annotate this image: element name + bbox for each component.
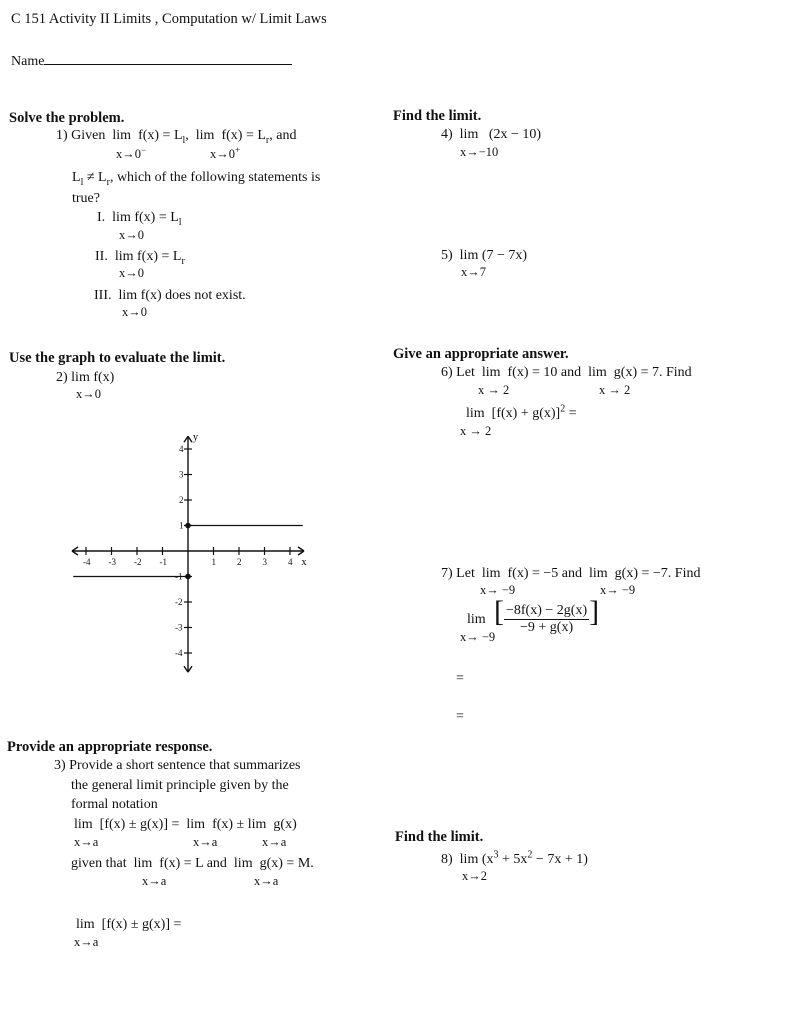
series-endpoint-1 — [185, 574, 191, 580]
x-tick-label: -3 — [108, 557, 116, 567]
name-field[interactable] — [11, 52, 292, 70]
section-give-heading: Give an appropriate answer. — [393, 346, 569, 362]
problem-6-question: $\lim [f(x) + g(x)]^2$ = — [466, 403, 577, 421]
problem-3-formula: lim [f(x) ± g(x)] = lim f(x) ± lim g(x) — [74, 817, 297, 832]
y-tick-label: 2 — [179, 495, 184, 505]
x-tick-label: -1 — [159, 557, 167, 567]
problem-1-line1: 1) Given $\lim f(x) = L_l$, $\lim f(x) = L_r$, and — [56, 128, 297, 146]
y-axis-label: y — [193, 432, 198, 444]
problem-4-expression: 4) lim (2x − 10) — [441, 127, 542, 142]
problem-1-option-3: III. lim f(x) does not exist. — [94, 288, 246, 303]
problem-1-option-2: II. $\lim f(x) = L_r$ — [95, 249, 185, 267]
x-tick-label: 2 — [237, 557, 242, 567]
problem-7-equals-2: = — [456, 709, 464, 724]
y-tick-label: -1 — [175, 571, 183, 582]
problem-1-option-2-sub: x→0 — [119, 266, 144, 280]
problem-1-option-1: I. $\lim f(x) = L_l$ — [97, 210, 182, 228]
section-graph-heading: Use the graph to evaluate the limit. — [9, 350, 226, 366]
y-tick-label: -2 — [175, 597, 183, 607]
problem-7-bracket-expression: [ $\frac{-8f(x) - 2g(x)}{-9 + g(x)}$ ] — [494, 595, 600, 636]
page-title: C 151 Activity II Limits , Computation w/ Limit Laws — [11, 11, 327, 27]
x-tick-label: 3 — [262, 557, 267, 567]
y-tick-label: -4 — [175, 648, 183, 658]
problem-1-line2: $L_l \ne L_r$, which of the following statements is — [72, 170, 321, 188]
section-find-heading-2: Find the limit. — [395, 829, 484, 845]
y-tick-label: 1 — [179, 520, 184, 531]
y-tick-label: 3 — [179, 469, 184, 480]
problem-1-line3: true? — [72, 191, 100, 206]
problem-3-answer-sub: x→a — [74, 935, 99, 949]
problem-3-given: given that lim f(x) = L and lim g(x) = M. — [71, 856, 314, 871]
problem-7-denominator: −9 + g(x) — [519, 620, 574, 636]
problem-3-given-sub-1: x→a — [142, 874, 167, 888]
problem-7-equals-1: = — [456, 671, 464, 686]
x-axis-label: x — [301, 557, 307, 568]
problem-1-sub2: x→0+ — [210, 144, 241, 161]
problem-7-numerator: −8f(x) − 2g(x) — [504, 603, 589, 620]
x-tick-label: 4 — [288, 557, 293, 567]
series-endpoint-2 — [185, 523, 191, 529]
problem-5-expression: 5) lim (7 − 7x) — [441, 248, 528, 263]
problem-1-sub1: x→0− — [116, 144, 147, 161]
problem-7-statement: 7) Let lim f(x) = −5 and lim g(x) = −7. Find — [441, 566, 701, 581]
problem-1-option-3-sub: x→0 — [122, 305, 147, 319]
graph-axes — [72, 436, 307, 672]
x-tick-label: -2 — [134, 557, 142, 567]
problem-3-formula-sub-1: x→a — [74, 835, 99, 849]
y-tick-label: 4 — [179, 444, 184, 454]
graph — [60, 428, 320, 680]
problem-6-sub-2: x → 2 — [599, 383, 631, 397]
problem-2-expression: 2) lim f(x) — [56, 370, 115, 385]
problem-8-expression: 8) $\lim (x^3 + 5x^2 - 7x + 1)$ — [441, 849, 588, 867]
x-tick-label: 1 — [211, 557, 216, 567]
problem-7-sub-1: x→ −9 — [480, 583, 516, 597]
section-solve-heading: Solve the problem. — [9, 110, 125, 126]
problem-3-given-sub-2: x→a — [254, 874, 279, 888]
problem-1-option-1-sub: x→0 — [119, 228, 144, 242]
name-label: Name — [11, 54, 45, 69]
problem-2-sub: x→0 — [76, 387, 101, 401]
section-find-heading-1: Find the limit. — [393, 108, 482, 124]
problem-6-statement: 6) Let lim f(x) = 10 and lim g(x) = 7. Find — [441, 365, 692, 380]
problem-3-formula-sub-2: x→a — [193, 835, 218, 849]
problem-7-lim-sub: x→ −9 — [460, 630, 496, 644]
section-response-heading: Provide an appropriate response. — [7, 739, 213, 755]
y-tick-label: -3 — [175, 622, 183, 633]
problem-3-line1: 3) Provide a short sentence that summarizes — [54, 758, 301, 773]
problem-5-sub: x→7 — [461, 265, 486, 279]
problem-3-answer-line: lim [f(x) ± g(x)] = — [76, 917, 182, 932]
problem-3-line2: the general limit principle given by the — [71, 778, 289, 793]
problem-7-lim: lim — [467, 612, 486, 627]
problem-3-formula-sub-3: x→a — [262, 835, 287, 849]
x-tick-label: -4 — [83, 557, 91, 567]
problem-3-line3: formal notation — [71, 797, 158, 812]
problem-7-sub-2: x→ −9 — [600, 583, 636, 597]
problem-6-sub-1: x → 2 — [478, 383, 510, 397]
problem-8-sub: x→2 — [462, 869, 487, 883]
problem-4-sub: x→−10 — [460, 145, 499, 159]
problem-6-question-sub: x → 2 — [460, 424, 492, 438]
